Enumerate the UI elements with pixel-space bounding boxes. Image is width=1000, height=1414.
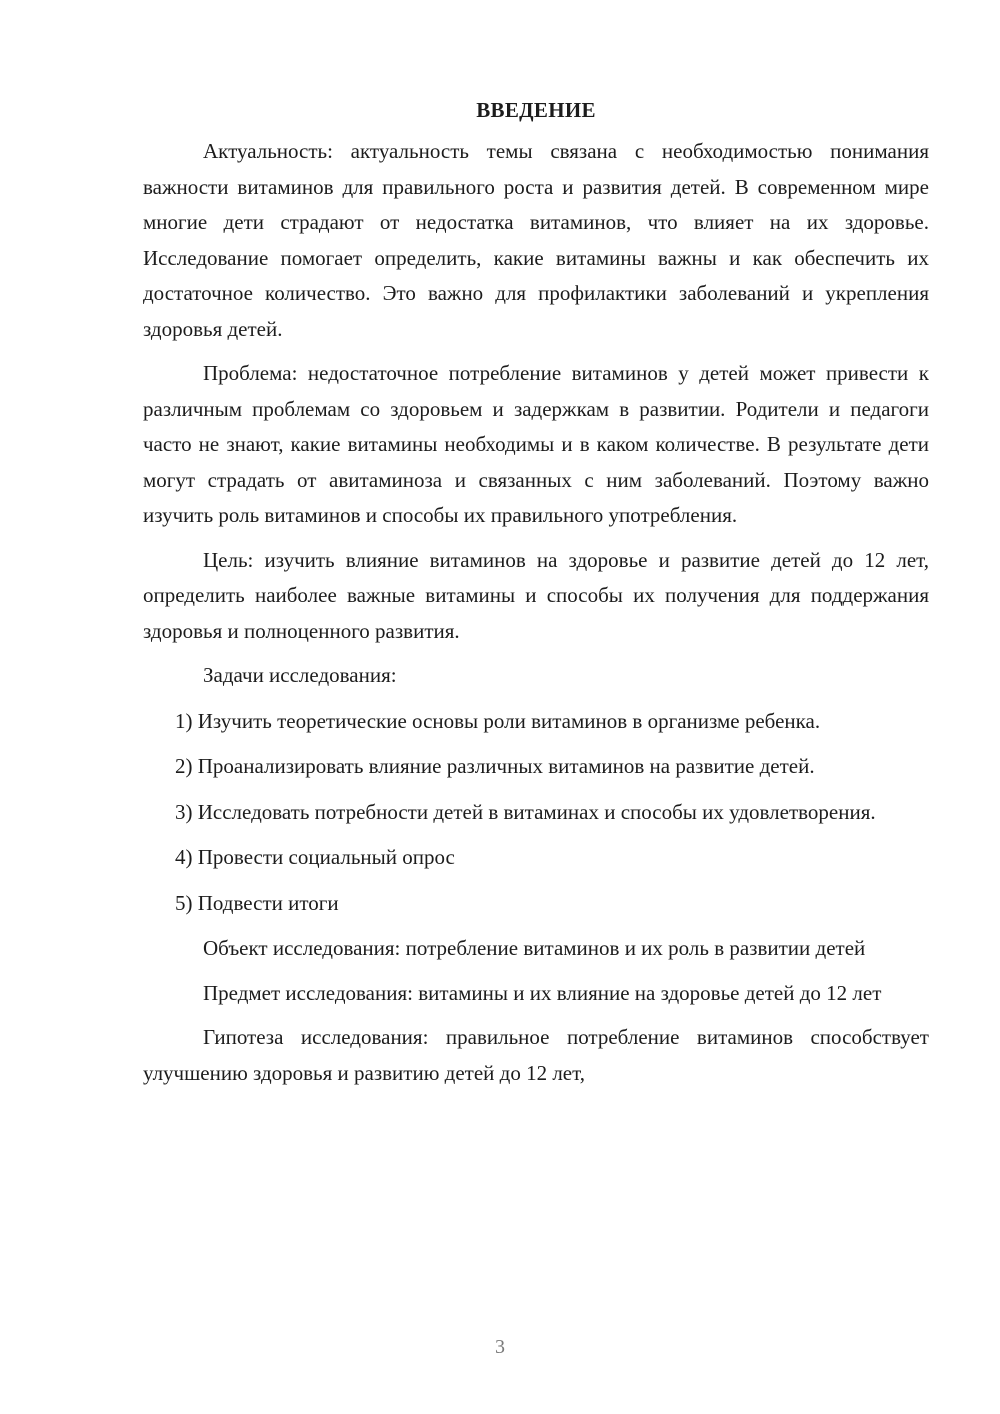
section-title: ВВЕДЕНИЕ (476, 98, 596, 122)
relevance-paragraph: Актуальность: актуальность темы связана с необходимостью понимания важности витаминов для правильного роста и развития детей. В современном мире многие дети страдают от недостатка витаминов, что влияет на их здоровье. Исследование помогает определить, какие витамины важны и как обеспечить их достаточное количество. Это важно для профилактики заболеваний и укрепления здоровья детей. (143, 139, 929, 341)
goal-paragraph: Цель: изучить влияние витаминов на здоровье и развитие детей до 12 лет, определить наиболее важные витамины и способы их получения для поддержания здоровья и полноценного развития. (143, 547, 929, 643)
document-body (143, 92, 929, 1100)
hypothesis-paragraph: Гипотеза исследования: правильное потребление витаминов способствует улучшению здоровья и развитию детей до 12 лет, (143, 1025, 929, 1085)
subject-paragraph: Предмет исследования: витамины и их влияние на здоровье детей до 12 лет (203, 980, 882, 1005)
object-paragraph: Объект исследования: потребление витаминов и их роль в развитии детей (203, 936, 866, 960)
tasks-heading: Задачи исследования: (203, 663, 397, 687)
task-item-3: 3) Исследовать потребности детей в витаминах и способы их удовлетворения. (175, 799, 876, 824)
task-item-1: 1) Изучить теоретические основы роли витаминов в организме ребенка. (175, 708, 821, 733)
task-item-4: 4) Провести социальный опрос (175, 845, 455, 869)
task-item-5: 5) Подвести итоги (175, 890, 339, 915)
page-number: 3 (495, 1336, 505, 1358)
task-item-2: 2) Проанализировать влияние различных витаминов на развитие детей. (175, 754, 815, 778)
problem-paragraph: Проблема: недостаточное потребление витаминов у детей может привести к различным проблемам со здоровьем и задержкам в развитии. Родители и педагоги часто не знают, какие витамины необходимы и в каком количестве. В результате дети могут страдать от авитаминоза и связанных с ним заболеваний. Поэтому важно изучить роль витаминов и способы их правильного употребления. (143, 361, 929, 527)
